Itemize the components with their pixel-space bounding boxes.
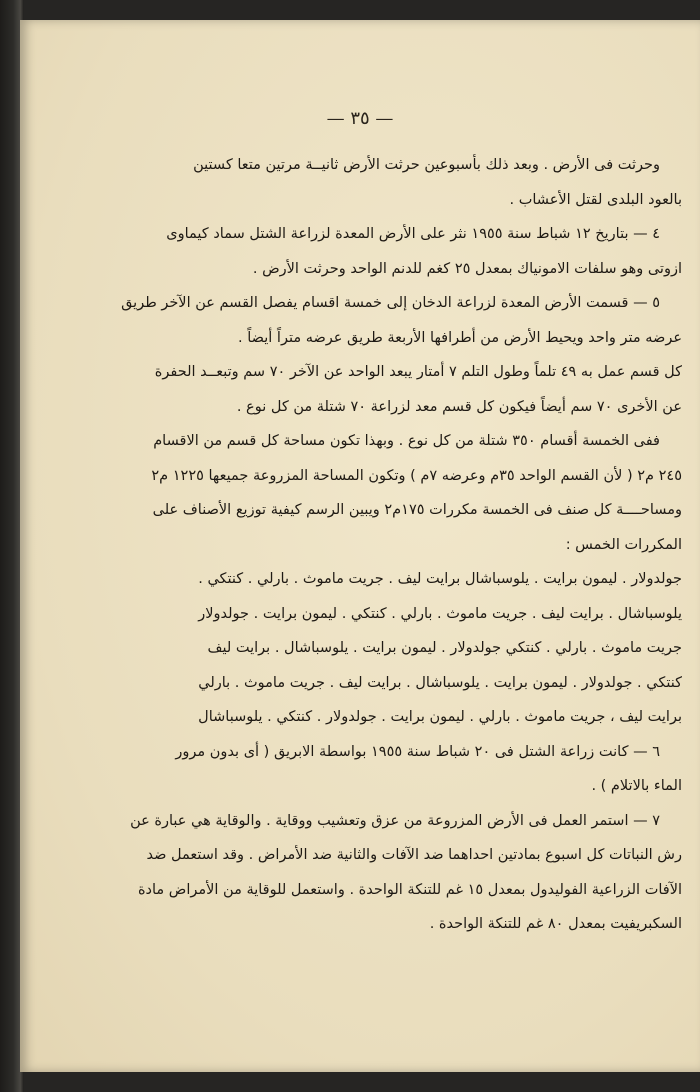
text-line: ومساحــــة كل صنف فى الخمسة مكررات ١٧٥م٢ ويبين الرسم كيفية توزيع الأصناف على (152, 502, 682, 518)
text-line: ففى الخمسة أقسام ٣٥٠ شتلة من كل نوع . وبهذا تكون مساحة كل قسم من الاقسام (153, 433, 660, 449)
text-line: السكبريفيت بمعدل ٨٠ غم للتنكة الواحدة . (429, 916, 682, 932)
text-line: عن الأخرى ٧٠ سم أيضاً فيكون كل قسم معد لزراعة ٧٠ شتلة من كل نوع . (236, 398, 682, 415)
text-line: ٥ — قسمت الأرض المعدة لزراعة الدخان إلى خمسة اقسام يفصل القسم عن الآخر طريق (121, 295, 660, 311)
text-line: بالعود البلدى لقتل الأعشاب . (509, 191, 682, 208)
text-line: عرضه متر واحد ويحيط الأرض من أطرافها الأربعة طريق عرضه متراً أيضاً . (238, 329, 682, 346)
page-number: — ٣٥ — (326, 108, 394, 129)
text-line: ٤ — بتاريخ ١٢ شباط سنة ١٩٥٥ نثر على الأرض المعدة لزراعة الشتل سماد كيماوى (166, 226, 660, 242)
text-line: برايت ليف ، جريت ماموث . بارلي . ليمون برايت . جولدولار . كنتكي . يلوسباشال (198, 709, 682, 725)
text-line: المكررات الخمس : (565, 536, 682, 553)
text-line: ٦ — كانت زراعة الشتل فى ٢٠ شباط سنة ١٩٥٥ بواسطة الابريق ( أى بدون مرور (175, 743, 660, 760)
text-line: كنتكي . جولدولار . ليمون برايت . يلوسباشال . برايت ليف . جريت ماموث . بارلي (198, 674, 682, 691)
text-line: الآفات الزراعية الفوليدول بمعدل ١٥ غم للتنكة الواحدة . واستعمل للوقاية من الأمراض مادة (137, 881, 682, 898)
text-line: ٧ — استمر العمل فى الأرض المزروعة من عزق وتعشيب ووقاية . والوقاية هي عبارة عن (130, 812, 660, 829)
text-line: يلوسباشال . برايت ليف . جريت ماموث . بارلي . كنتكي . ليمون برايت . جولدولار (198, 605, 682, 622)
text-line: الماء بالاتلام ) . (591, 778, 682, 794)
body-text (100, 148, 682, 942)
text-line: جريت ماموث . بارلي . كنتكي جولدولار . ليمون برايت . يلوسباشال . برايت ليف (207, 640, 682, 656)
text-line: كل قسم عمل به ٤٩ تلماً وطول التلم ٧ أمتار يبعد الواحد عن الآخر ٧٠ سم وتبعــد الحفرة (154, 364, 682, 380)
text-line: ٢٤٥ م٢ ( لأن القسم الواحد ٣٥م وعرضه ٧م ) وتكون المساحة المزروعة جميعها ١٢٢٥ م٢ (151, 467, 682, 484)
text-line: جولدولار . ليمون برايت . يلوسباشال برايت ليف . جريت ماموث . بارلي . كنتكي . (198, 571, 682, 587)
text-line: رش النباتات كل اسبوع بمادتين احداهما ضد الآفات والثانية ضد الأمراض . وقد استعمل ضد (146, 847, 682, 863)
document-page (20, 20, 700, 1072)
text-line: ازوتى وهو سلفات الامونياك بمعدل ٢٥ كغم للدنم الواحد وحرثت الأرض . (252, 260, 682, 277)
text-line: وحرثت فى الأرض . وبعد ذلك بأسبوعين حرثت الأرض ثانيــة مرتين متعا كستين (193, 157, 660, 173)
